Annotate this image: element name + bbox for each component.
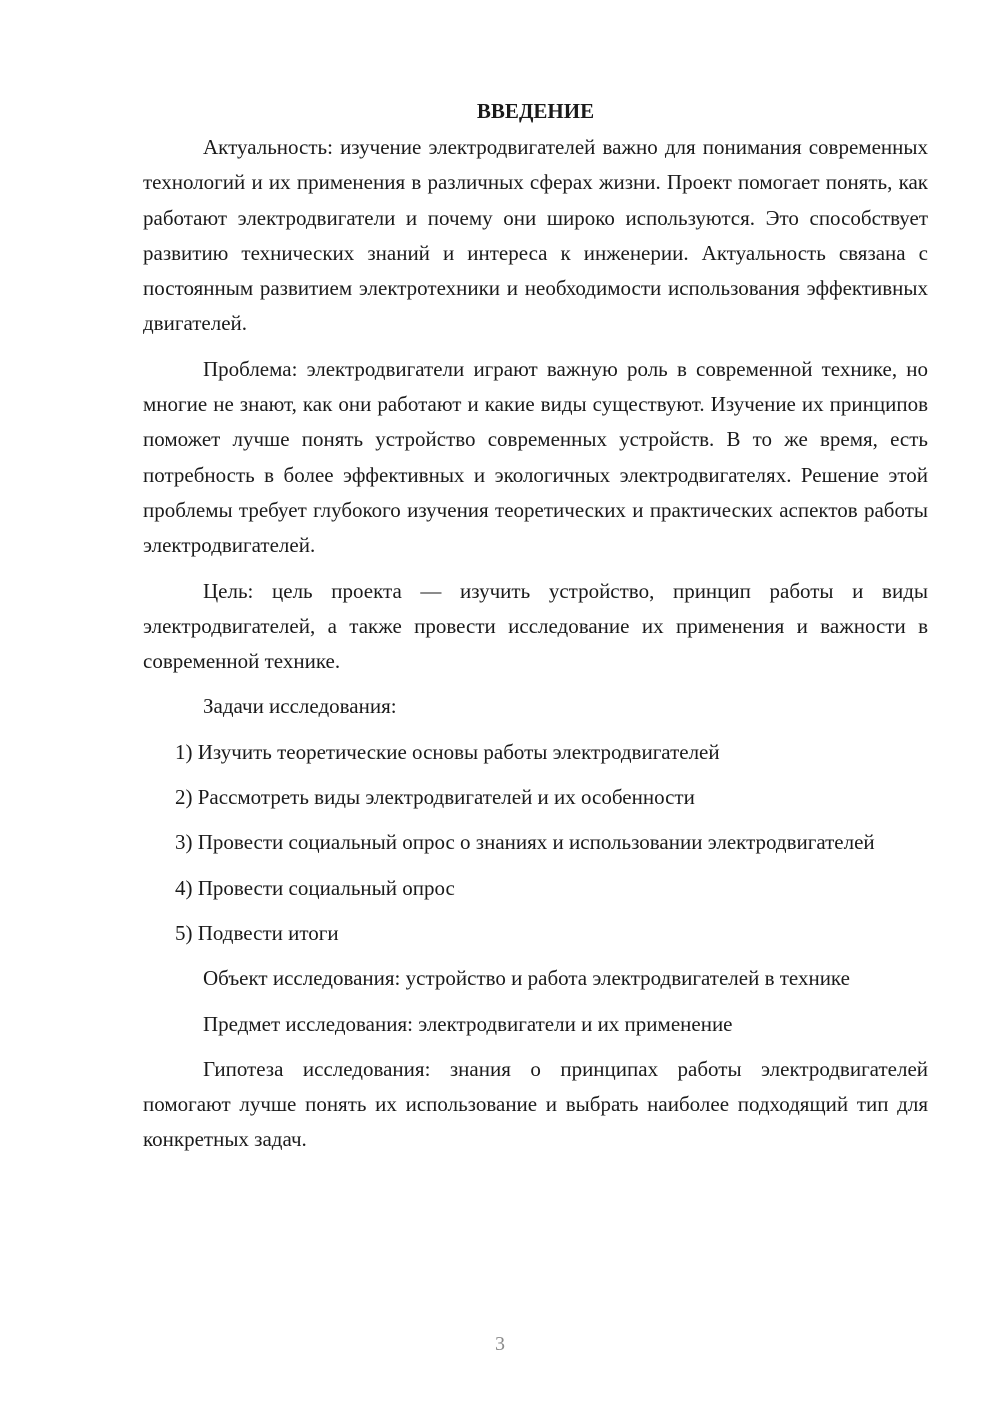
problem-paragraph: Проблема: электродвигатели играют важную роль в современной технике, но многие не знают, как они работают и какие виды существуют. Изучение их принципов поможет лучше понять устройство современных устройств. В то же время, есть потребность в более эффективных и экологичных электродвигателях. Решение этой проблемы требует глубокого изучения теоретических и практических аспектов работы электродвигателей.	[143, 356, 928, 558]
tasks-heading: Задачи исследования:	[203, 694, 397, 719]
relevance-paragraph: Актуальность: изучение электродвигателей важно для понимания современных технологий и их применения в различных сферах жизни. Проект помогает понять, как работают электродвигатели и почему они широко используются. Это способствует развитию технических знаний и интереса к инженерии. Актуальность связана с постоянным развитием электротехники и необходимости использования эффективных двигателей.	[143, 135, 928, 336]
goal-paragraph: Цель: цель проекта — изучить устройство, принцип работы и виды электродвигателей, а также провести исследование их применения и важности в современной технике.	[143, 578, 928, 674]
subject-paragraph: Предмет исследования: электродвигатели и их применение	[203, 1011, 733, 1036]
list-item: 1) Изучить теоретические основы работы электродвигателей	[175, 739, 720, 764]
object-paragraph: Объект исследования: устройство и работа электродвигателей в технике	[203, 966, 850, 991]
page-title: ВВЕДЕНИЕ	[476, 99, 595, 123]
list-item: 2) Рассмотреть виды электродвигателей и их особенности	[175, 785, 695, 810]
page-number: 3	[495, 1333, 505, 1355]
list-item: 5) Подвести итоги	[175, 920, 339, 945]
document-page	[143, 96, 928, 1168]
hypothesis-paragraph: Гипотеза исследования: знания о принципах работы электродвигателей помогают лучше понять их использование и выбрать наиболее подходящий тип для конкретных задач.	[143, 1056, 928, 1152]
list-item: 4) Провести социальный опрос	[175, 875, 455, 900]
tasks-list	[143, 735, 928, 951]
list-item: 3) Провести социальный опрос о знаниях и использовании электродвигателей	[175, 830, 875, 855]
